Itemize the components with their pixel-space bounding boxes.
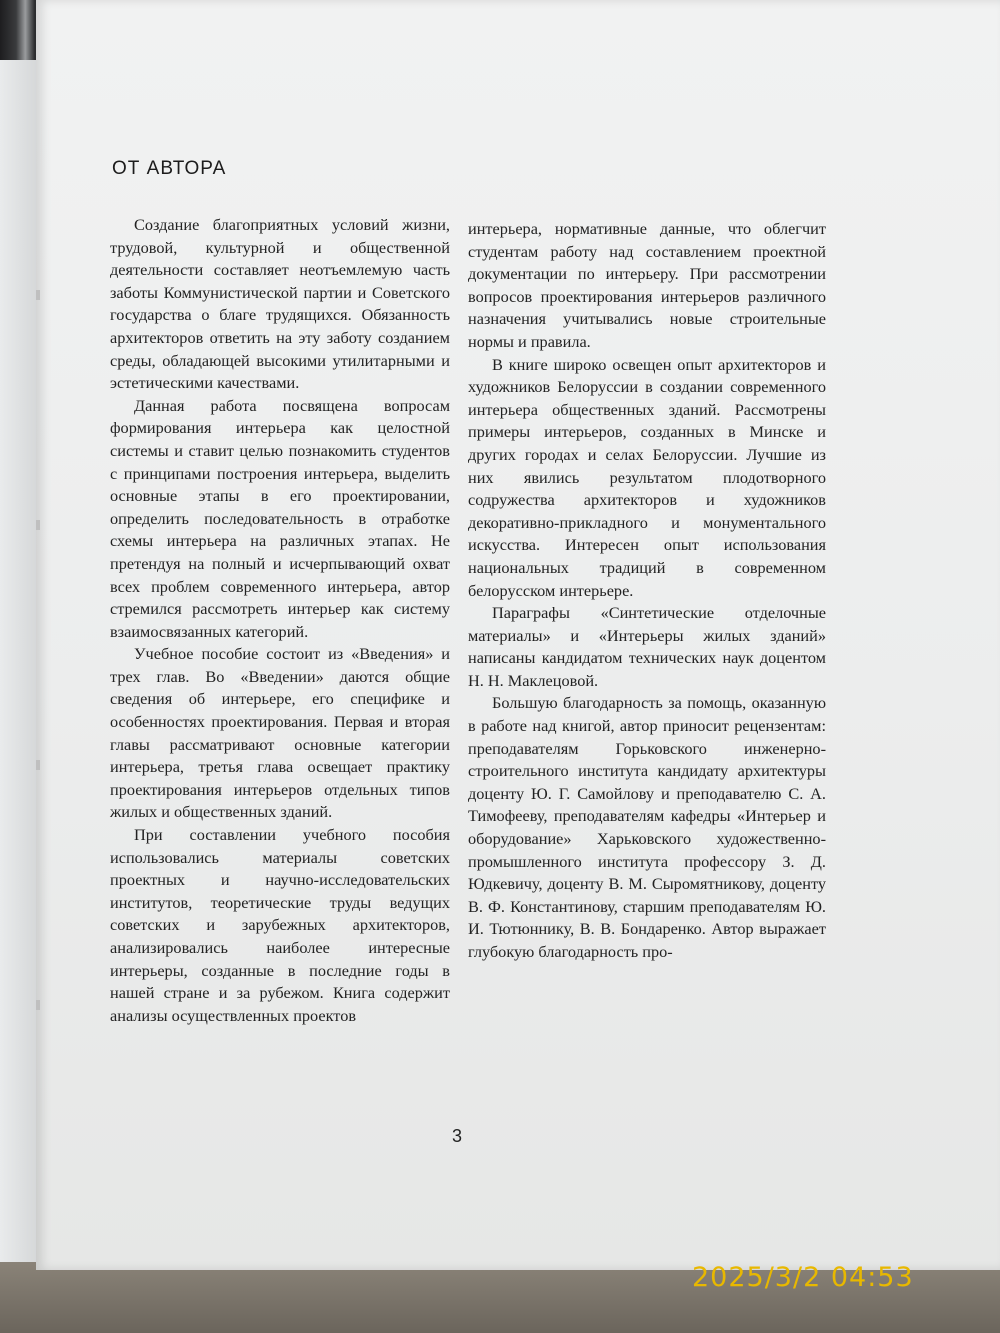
previous-page-edge xyxy=(0,60,40,1280)
page-number: 3 xyxy=(452,1126,463,1146)
page-heading: ОТ АВТОРА xyxy=(112,158,227,179)
paragraph: Параграфы «Синтетические отделочные материалы» и «Интерьеры жилых зданий» написаны кандидатом технических наук доцентом Н. Н. Маклецовой. xyxy=(468,603,826,690)
right-text-column xyxy=(468,218,826,964)
paragraph-continuation: интерьера, нормативные данные, что облегчит студентам работу над составлением проектной документации по интерьеру. При рассмотрении вопросов проектирования интерьеров различного назначения учитывались новые строительные нормы и правила. xyxy=(468,219,826,351)
paragraph: Большую благодарность за помощь, оказанную в работе над книгой, автор приносит рецензентам: преподавателям Горьковского инженерно-строительного института кандидату архитектуры доценту Ю. Г. Самойлову и преподавателю С. А. Тимофееву, преподавателям кафедры «Интерьер и оборудование» Харьковского художественно-промышленного института профессору З. Д. Юдкевичу, доценту В. М. Сыромятникову, доценту В. Ф. Константинову, старшим преподавателям Ю. И. Тютюннику, В. В. Бондаренко. Автор выражает глубокую благодарность про- xyxy=(468,693,826,961)
binding-stitch xyxy=(36,520,40,530)
paragraph: Создание благоприятных условий жизни, трудовой, культурной и общественной деятельности составляет неотъемлемую часть заботы Коммунистической партии и Советского государства о благе трудящихся. Обязанность архитекторов ответить на эту заботу созданием среды, обладающей высокими утилитарными и эстетическими качествами. xyxy=(110,215,450,393)
binding-stitch xyxy=(36,760,40,770)
photo-timestamp: 2025/3/2 04:53 xyxy=(692,1262,914,1293)
binding-stitch xyxy=(36,1000,40,1010)
binding-stitch xyxy=(36,290,40,300)
paragraph: Данная работа посвящена вопросам формирования интерьера как целостной системы и ставит целью познакомить студентов с принципами построения интерьера, выделить основные этапы в его проектировании, определить последовательность в отработке схемы интерьера на различных этапах. Не претендуя на полный и исчерпывающий охват всех проблем современного интерьера, автор стремился рассмотреть интерьер как систему взаимосвязанных категорий. xyxy=(110,395,450,641)
paragraph: Учебное пособие состоит из «Введения» и трех глав. Во «Введении» даются общие сведения об интерьере, его специфике и особенностях проектирования. Первая и вторая главы рассматривают основные категории интерьера, третья глава освещает практику проектирования интерьеров отдельных типов жилых и общественных зданий. xyxy=(110,644,450,822)
paragraph: В книге широко освещен опыт архитекторов и художников Белоруссии в создании современного интерьера общественных зданий. Рассмотрены примеры интерьеров, созданных в Минске и других городах и селах Белоруссии. Лучшие из них явились результатом плодотворного содружества архитекторов и художников декоративно-прикладного и монументального искусства. Интересен опыт использования национальных традиций в современном белорусском интерьере. xyxy=(468,354,826,600)
left-text-column xyxy=(110,214,450,1027)
paragraph: При составлении учебного пособия использовались материалы советских проектных и научно-исследовательских институтов, теоретические труды ведущих советских и зарубежных архитекторов, анализировались наиболее интересные интерьеры, созданные в последние годы в нашей стране и за рубежом. Книга содержит анализы осуществленных проектов xyxy=(110,825,450,1025)
